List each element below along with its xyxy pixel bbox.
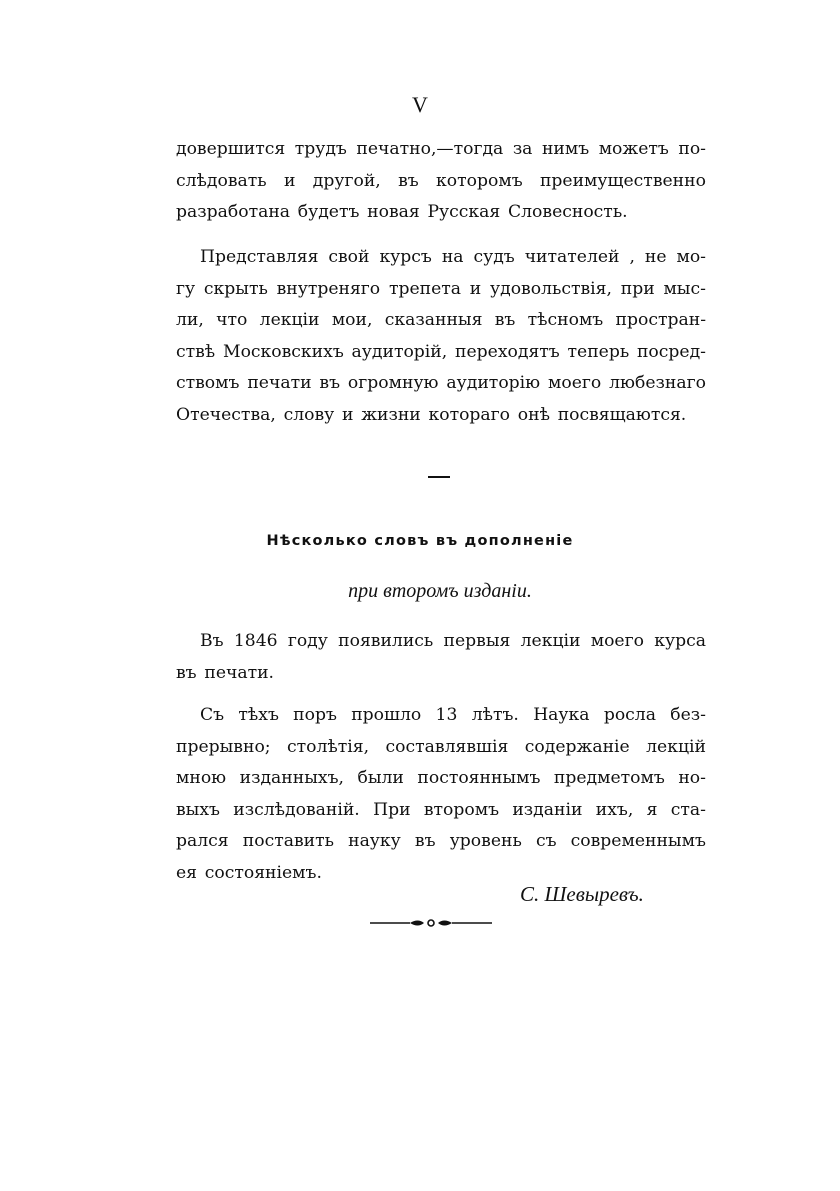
word: лекцій [646, 736, 706, 757]
word: современнымъ [570, 831, 706, 852]
word: ея [176, 862, 198, 883]
text-line [176, 337, 706, 369]
word: тѣсномъ [527, 310, 604, 331]
word: изданныхъ, [239, 768, 344, 789]
text-line [176, 826, 706, 858]
word: Отечества, [176, 404, 276, 425]
word: моего [548, 373, 602, 394]
word: разработана [176, 202, 291, 223]
word: онѣ [517, 404, 550, 425]
word: не [644, 247, 667, 267]
word: я [646, 799, 658, 820]
word: лекціи [259, 310, 320, 331]
word: выхъ [176, 799, 220, 820]
word: въ [319, 373, 341, 394]
word: уровень [449, 831, 522, 852]
word: удовольствія, [490, 278, 612, 299]
word: прерывно; [176, 736, 271, 757]
word: поръ [293, 705, 337, 725]
word: читателей [524, 247, 620, 267]
text-line [176, 242, 706, 274]
word: слѣдовать [176, 170, 267, 191]
word: преимущественно [539, 170, 706, 191]
word: аудиторію [446, 373, 541, 394]
word: ихъ, [595, 799, 634, 820]
word: 13 [435, 705, 458, 725]
word: любезнаго [609, 373, 706, 394]
word: мною [176, 768, 227, 789]
word: которомъ [436, 170, 523, 191]
word: за [512, 139, 533, 159]
word: Въ [200, 631, 224, 651]
word: внутреняго [276, 278, 381, 299]
text-line [176, 400, 706, 432]
word: Московскихъ [222, 341, 344, 362]
paragraph-2 [176, 242, 706, 432]
word: Съ [200, 705, 225, 725]
word: по- [678, 139, 706, 159]
word: гу [176, 278, 196, 299]
word: тѣхъ [238, 705, 279, 725]
word: теперь [567, 341, 630, 362]
word: въ [398, 170, 419, 191]
word: росла [603, 705, 656, 725]
word: рался [176, 831, 229, 852]
text-line [176, 197, 706, 229]
ornament-divider-icon [370, 916, 492, 930]
word: мо- [676, 247, 706, 267]
word: скрыть [203, 278, 268, 299]
text-line [176, 658, 706, 690]
word: котораго [428, 404, 511, 425]
word: Русская [427, 202, 501, 223]
text-line [176, 305, 706, 337]
word: посред- [636, 341, 706, 362]
text-line [176, 626, 706, 658]
text-line [176, 732, 706, 764]
word: свой [328, 247, 370, 267]
word: науку [348, 831, 401, 852]
word: съ [535, 831, 557, 852]
word: можетъ [598, 139, 669, 159]
text-line [176, 368, 706, 400]
word: 1846 [233, 631, 278, 651]
word: будетъ [297, 202, 360, 223]
text-line [176, 700, 706, 732]
word: трудъ [294, 139, 347, 159]
paragraph-3 [176, 626, 706, 689]
word: и [341, 404, 354, 425]
word: аудиторій, [351, 341, 448, 362]
word: ли, [176, 310, 204, 331]
word: изданіи [512, 799, 583, 820]
word: судъ [473, 247, 515, 267]
word: году [287, 631, 328, 651]
word: были [357, 768, 404, 789]
word: сказанныя [384, 310, 483, 331]
word: ста- [670, 799, 706, 820]
paragraph-4 [176, 700, 706, 890]
word: второмъ [423, 799, 500, 820]
word: моего [590, 631, 644, 651]
word: посвящаются. [557, 404, 687, 425]
word: что [216, 310, 248, 331]
page-number: V [412, 92, 428, 117]
word: курса [654, 631, 706, 651]
word: прошло [351, 705, 422, 725]
word: слову [283, 404, 335, 425]
word: нимъ [541, 139, 590, 159]
word: появились [338, 631, 434, 651]
word: без- [670, 705, 706, 725]
text-line [176, 166, 706, 198]
word: Представляя [200, 247, 319, 267]
word: печати. [204, 662, 275, 683]
author-signature: С. Шевыревъ. [520, 882, 644, 906]
word: лѣтъ. [471, 705, 519, 725]
separator-dash [428, 476, 450, 478]
word: Словесность. [507, 202, 628, 223]
word: мыс- [663, 278, 706, 299]
word: переходятъ [455, 341, 560, 362]
word: въ [494, 310, 516, 331]
paragraph-1 [176, 134, 706, 229]
word: состояніемъ. [204, 862, 322, 883]
word: составлявшія [385, 736, 509, 757]
text-line [176, 274, 706, 306]
word: курсъ [379, 247, 432, 267]
word: новая [367, 202, 420, 223]
word: и [469, 278, 482, 299]
word: поставить [242, 831, 334, 852]
word: другой, [312, 170, 381, 191]
word: постояннымъ [417, 768, 541, 789]
word: мои, [331, 310, 373, 331]
word: первыя [443, 631, 511, 651]
word: въ [176, 662, 197, 683]
word: въ [414, 831, 436, 852]
word: столѣтія, [287, 736, 370, 757]
word: изслѣдованій. [233, 799, 360, 820]
word: лекціи [520, 631, 581, 651]
word: довершится [176, 139, 286, 159]
section-subtitle: при второмъ изданіи. [348, 580, 532, 602]
text-line [176, 134, 706, 166]
word: на [441, 247, 464, 267]
section-title: Нѣсколько словъ въ дополненіе [266, 533, 574, 549]
word: , [629, 247, 635, 267]
word: огромную [347, 373, 439, 394]
word: но- [678, 768, 706, 789]
word: Наука [533, 705, 590, 725]
word: и [283, 170, 296, 191]
text-line [176, 763, 706, 795]
word: содержаніе [524, 736, 630, 757]
word: ствомъ [176, 373, 240, 394]
word: печатно,—тогда [356, 139, 504, 159]
word: ствѣ [176, 341, 216, 362]
word: печати [247, 373, 312, 394]
word: при [620, 278, 655, 299]
word: предметомъ [553, 768, 665, 789]
text-line [176, 795, 706, 827]
word: жизни [361, 404, 421, 425]
word: простран- [615, 310, 706, 331]
word: При [373, 799, 411, 820]
word: трепета [388, 278, 462, 299]
